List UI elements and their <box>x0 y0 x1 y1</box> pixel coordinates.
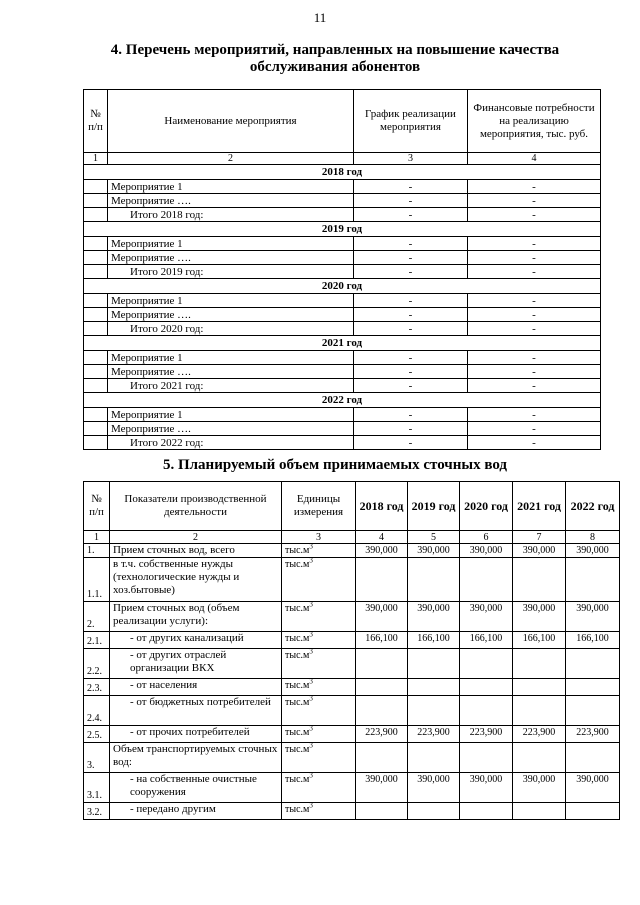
year-label: 2020 год <box>84 279 601 294</box>
indicator-name: - от других отраслей организации ВКХ <box>110 649 282 679</box>
year-value <box>460 743 513 773</box>
unit-cell <box>282 602 356 632</box>
event-schedule: - <box>354 422 468 436</box>
unit-text: тыс.м <box>285 727 310 738</box>
indicator-name: - от других канализаций <box>110 632 282 649</box>
year-value <box>513 679 566 696</box>
header-indicator: Показатели производственной деятельности <box>110 482 282 531</box>
year-value: 390,000 <box>513 602 566 632</box>
event-row <box>84 308 601 322</box>
event-finance: - <box>468 180 601 194</box>
year-value <box>566 679 620 696</box>
table-row <box>84 743 620 773</box>
unit-cell <box>282 544 356 558</box>
event-number-cell <box>84 408 108 422</box>
event-finance: - <box>468 208 601 222</box>
indicator-name: Объем транспортируемых сточных вод: <box>110 743 282 773</box>
event-number-cell <box>84 294 108 308</box>
row-number: 1.1. <box>84 558 110 602</box>
year-value <box>408 696 460 726</box>
event-schedule: - <box>354 294 468 308</box>
event-finance: - <box>468 365 601 379</box>
year-value <box>408 649 460 679</box>
event-name: Мероприятие …. <box>108 194 354 208</box>
event-row <box>84 436 601 450</box>
unit-text: тыс.м <box>285 545 310 556</box>
table-row <box>84 649 620 679</box>
year-value: 223,900 <box>356 726 408 743</box>
year-value <box>356 743 408 773</box>
event-row <box>84 379 601 393</box>
year-value: 390,000 <box>566 544 620 558</box>
year-value: 390,000 <box>408 544 460 558</box>
event-schedule: - <box>354 251 468 265</box>
event-number-cell <box>84 379 108 393</box>
event-finance: - <box>468 265 601 279</box>
unit-superscript: 3 <box>309 802 313 810</box>
unit-text: тыс.м <box>285 804 310 815</box>
section-4-title <box>70 42 600 76</box>
section-4-title-line1: 4. Перечень мероприятий, направленных на повышение качества <box>110 42 560 58</box>
unit-text: тыс.м <box>285 697 310 708</box>
unit-superscript: 3 <box>309 695 313 703</box>
indicator-name: Прием сточных вод (объем реализации услуги): <box>110 602 282 632</box>
table-row <box>84 558 620 602</box>
year-label: 2019 год <box>84 222 601 237</box>
unit-text: тыс.м <box>285 774 310 785</box>
column-number: 3 <box>282 531 356 544</box>
events-column-numbers-row <box>84 153 601 165</box>
year-value: 390,000 <box>566 602 620 632</box>
event-name: Мероприятие …. <box>108 251 354 265</box>
year-value <box>356 803 408 820</box>
year-value: 390,000 <box>513 773 566 803</box>
unit-superscript: 3 <box>309 631 313 639</box>
event-schedule: - <box>354 194 468 208</box>
event-finance: - <box>468 294 601 308</box>
event-number-cell <box>84 180 108 194</box>
event-finance: - <box>468 194 601 208</box>
unit-superscript: 3 <box>309 772 313 780</box>
header-year-2020: 2020 год <box>460 482 513 531</box>
indicator-name: - от бюджетных потребителей <box>110 696 282 726</box>
year-value: 166,100 <box>513 632 566 649</box>
unit-superscript: 3 <box>309 725 313 733</box>
event-row <box>84 180 601 194</box>
section-5-title: 5. Планируемый объем принимаемых сточных вод <box>162 457 508 473</box>
unit-text: тыс.м <box>285 680 310 691</box>
unit-text: тыс.м <box>285 559 310 570</box>
table-row <box>84 602 620 632</box>
event-row <box>84 294 601 308</box>
column-number: 4 <box>468 153 601 165</box>
event-schedule: - <box>354 180 468 194</box>
header-year-2021: 2021 год <box>513 482 566 531</box>
table-row <box>84 696 620 726</box>
year-value: 390,000 <box>408 602 460 632</box>
year-value <box>408 803 460 820</box>
event-number-cell <box>84 237 108 251</box>
event-number-cell <box>84 322 108 336</box>
column-number: 2 <box>108 153 354 165</box>
year-value <box>408 558 460 602</box>
column-number: 1 <box>84 153 108 165</box>
year-value: 166,100 <box>566 632 620 649</box>
table-row <box>84 544 620 558</box>
year-value <box>356 558 408 602</box>
unit-superscript: 3 <box>309 678 313 686</box>
event-name: Мероприятие 1 <box>108 351 354 365</box>
column-number: 4 <box>356 531 408 544</box>
table-row <box>84 726 620 743</box>
event-row <box>84 351 601 365</box>
year-row <box>84 279 601 294</box>
year-row <box>84 336 601 351</box>
event-number-cell <box>84 351 108 365</box>
row-number: 2.2. <box>84 649 110 679</box>
event-name: Мероприятие 1 <box>108 408 354 422</box>
event-schedule: - <box>354 322 468 336</box>
year-value <box>408 679 460 696</box>
event-number-cell <box>84 422 108 436</box>
event-schedule: - <box>354 265 468 279</box>
year-value: 390,000 <box>408 773 460 803</box>
column-number: 5 <box>408 531 460 544</box>
year-value <box>566 696 620 726</box>
year-value <box>460 558 513 602</box>
year-value <box>566 558 620 602</box>
event-finance: - <box>468 351 601 365</box>
unit-cell <box>282 649 356 679</box>
row-number: 1. <box>84 544 110 558</box>
column-number: 1 <box>84 531 110 544</box>
event-number-cell <box>84 436 108 450</box>
event-schedule: - <box>354 351 468 365</box>
event-finance: - <box>468 408 601 422</box>
table-row <box>84 679 620 696</box>
event-row <box>84 322 601 336</box>
header-year-2018: 2018 год <box>356 482 408 531</box>
row-number: 2. <box>84 602 110 632</box>
event-name: Мероприятие …. <box>108 308 354 322</box>
header-year-2019: 2019 год <box>408 482 460 531</box>
event-schedule: - <box>354 436 468 450</box>
header-event-name: Наименование мероприятия <box>108 90 354 153</box>
year-value <box>566 649 620 679</box>
wastewater-header-row <box>84 482 620 531</box>
unit-text: тыс.м <box>285 650 310 661</box>
year-value <box>408 743 460 773</box>
row-number: 2.1. <box>84 632 110 649</box>
event-schedule: - <box>354 365 468 379</box>
year-value <box>566 743 620 773</box>
event-row <box>84 365 601 379</box>
year-label: 2018 год <box>84 165 601 180</box>
indicator-name: - от населения <box>110 679 282 696</box>
year-value <box>566 803 620 820</box>
event-name: Мероприятие …. <box>108 422 354 436</box>
row-number: 2.4. <box>84 696 110 726</box>
event-total-label: Итого 2022 год: <box>108 436 354 450</box>
year-value <box>460 803 513 820</box>
column-number: 8 <box>566 531 620 544</box>
column-number: 6 <box>460 531 513 544</box>
header-finance: Финансовые потребности на реализацию мероприятия, тыс. руб. <box>468 90 601 153</box>
year-value <box>513 558 566 602</box>
section-4-title-line2: обслуживания абонентов <box>249 59 421 75</box>
event-schedule: - <box>354 408 468 422</box>
year-value <box>356 679 408 696</box>
year-value: 223,900 <box>408 726 460 743</box>
event-number-cell <box>84 265 108 279</box>
header-year-2022: 2022 год <box>566 482 620 531</box>
unit-cell <box>282 803 356 820</box>
year-value <box>513 743 566 773</box>
event-total-label: Итого 2018 год: <box>108 208 354 222</box>
event-schedule: - <box>354 237 468 251</box>
event-finance: - <box>468 436 601 450</box>
year-value <box>460 649 513 679</box>
year-value <box>513 696 566 726</box>
year-row <box>84 393 601 408</box>
year-value: 390,000 <box>356 544 408 558</box>
year-value: 223,900 <box>513 726 566 743</box>
event-number-cell <box>84 208 108 222</box>
year-value: 390,000 <box>566 773 620 803</box>
unit-superscript: 3 <box>309 742 313 750</box>
year-value: 166,100 <box>460 632 513 649</box>
year-value: 390,000 <box>460 602 513 632</box>
year-row <box>84 165 601 180</box>
events-header-row <box>84 90 601 153</box>
year-value: 223,900 <box>460 726 513 743</box>
year-row <box>84 222 601 237</box>
indicator-name: Прием сточных вод, всего <box>110 544 282 558</box>
row-number: 3. <box>84 743 110 773</box>
event-number-cell <box>84 365 108 379</box>
event-row <box>84 408 601 422</box>
column-number: 2 <box>110 531 282 544</box>
unit-text: тыс.м <box>285 603 310 614</box>
year-value: 390,000 <box>460 544 513 558</box>
event-row <box>84 422 601 436</box>
indicator-name: в т.ч. собственные нужды (технологические нужды и хоз.бытовые) <box>110 558 282 602</box>
year-value: 390,000 <box>356 773 408 803</box>
row-number: 3.2. <box>84 803 110 820</box>
events-table <box>83 89 601 450</box>
unit-superscript: 3 <box>309 543 313 551</box>
table-row <box>84 632 620 649</box>
unit-cell <box>282 558 356 602</box>
header-number: № п/п <box>84 90 108 153</box>
unit-superscript: 3 <box>309 601 313 609</box>
unit-text: тыс.м <box>285 633 310 644</box>
event-name: Мероприятие 1 <box>108 237 354 251</box>
event-finance: - <box>468 379 601 393</box>
wastewater-column-numbers-row <box>84 531 620 544</box>
event-row <box>84 251 601 265</box>
indicator-name: - передано другим <box>110 803 282 820</box>
header-number: № п/п <box>84 482 110 531</box>
event-row <box>84 237 601 251</box>
unit-superscript: 3 <box>309 648 313 656</box>
unit-cell <box>282 632 356 649</box>
event-name: Мероприятие 1 <box>108 294 354 308</box>
year-label: 2022 год <box>84 393 601 408</box>
indicator-name: - от прочих потребителей <box>110 726 282 743</box>
unit-cell <box>282 726 356 743</box>
year-value <box>513 649 566 679</box>
column-number: 3 <box>354 153 468 165</box>
event-name: Мероприятие …. <box>108 365 354 379</box>
row-number: 2.3. <box>84 679 110 696</box>
wastewater-table-body <box>84 544 620 820</box>
row-number: 2.5. <box>84 726 110 743</box>
unit-cell <box>282 743 356 773</box>
event-row <box>84 194 601 208</box>
event-finance: - <box>468 322 601 336</box>
header-unit: Единицы измерения <box>282 482 356 531</box>
year-value: 223,900 <box>566 726 620 743</box>
event-schedule: - <box>354 308 468 322</box>
header-schedule: График реализации мероприятия <box>354 90 468 153</box>
year-value: 390,000 <box>356 602 408 632</box>
year-value: 390,000 <box>460 773 513 803</box>
unit-superscript: 3 <box>309 557 313 565</box>
event-schedule: - <box>354 379 468 393</box>
column-number: 7 <box>513 531 566 544</box>
event-number-cell <box>84 308 108 322</box>
unit-cell <box>282 773 356 803</box>
year-value: 390,000 <box>513 544 566 558</box>
wastewater-table <box>83 481 620 820</box>
table-row <box>84 803 620 820</box>
event-total-label: Итого 2019 год: <box>108 265 354 279</box>
events-table-body <box>84 165 601 450</box>
event-total-label: Итого 2021 год: <box>108 379 354 393</box>
year-value <box>460 679 513 696</box>
year-value: 166,100 <box>356 632 408 649</box>
year-value <box>460 696 513 726</box>
event-number-cell <box>84 194 108 208</box>
year-value <box>356 696 408 726</box>
year-value <box>356 649 408 679</box>
year-label: 2021 год <box>84 336 601 351</box>
event-total-label: Итого 2020 год: <box>108 322 354 336</box>
unit-cell <box>282 679 356 696</box>
indicator-name: - на собственные очистные сооружения <box>110 773 282 803</box>
event-finance: - <box>468 308 601 322</box>
event-row <box>84 208 601 222</box>
year-value <box>513 803 566 820</box>
year-value: 166,100 <box>408 632 460 649</box>
table-row <box>84 773 620 803</box>
event-finance: - <box>468 422 601 436</box>
event-name: Мероприятие 1 <box>108 180 354 194</box>
unit-text: тыс.м <box>285 744 310 755</box>
event-schedule: - <box>354 208 468 222</box>
event-number-cell <box>84 251 108 265</box>
unit-cell <box>282 696 356 726</box>
event-row <box>84 265 601 279</box>
event-finance: - <box>468 251 601 265</box>
row-number: 3.1. <box>84 773 110 803</box>
page-number: 11 <box>313 10 327 25</box>
event-finance: - <box>468 237 601 251</box>
